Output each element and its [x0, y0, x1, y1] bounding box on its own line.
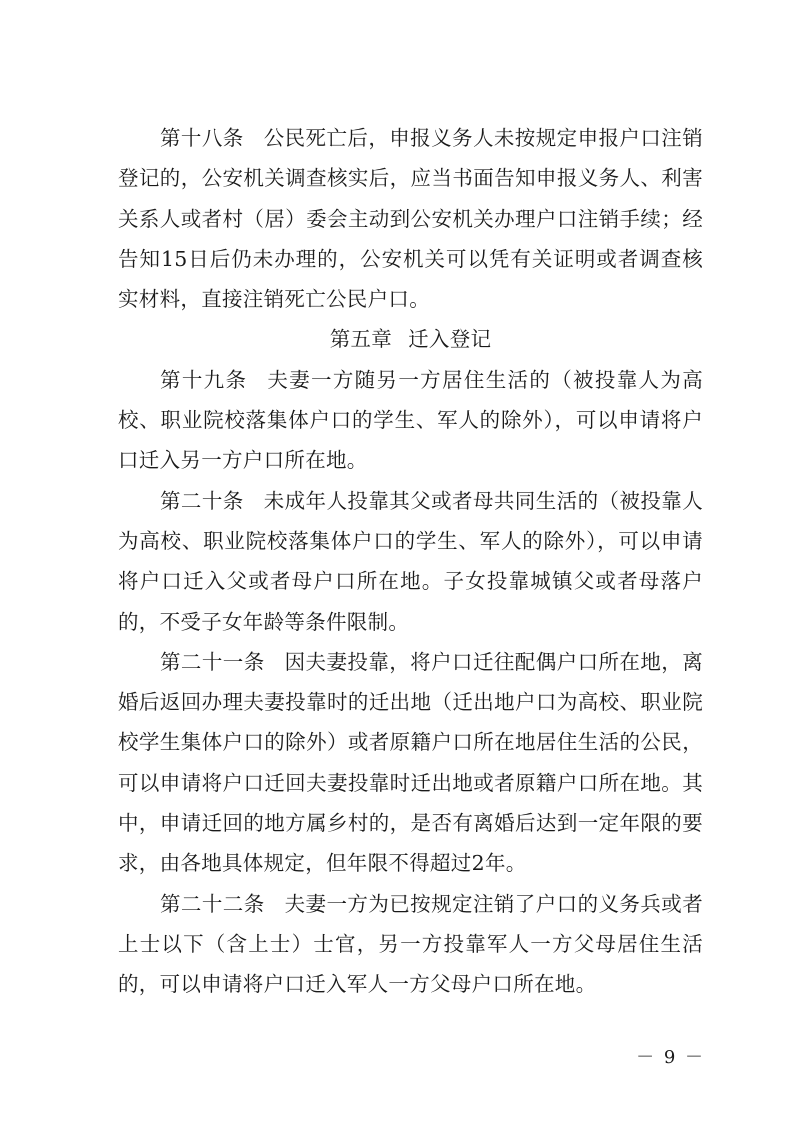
article-text: 因夫妻投靠，将户口迁往配偶户口所在地，离婚后返回办理夫妻投靠时的迁出地（迁出地户口为高校、职业院校学生集体户口的除外）或者原籍户口所在地居住生活的公民，可以申请将户口迁回夫妻投靠时迁出地或者原籍户口所在地。其中，申请迁回的地方属乡村的，是否有离婚后达到一定年限的要求，由各地具体规定，但年限不得超过2年。	[118, 649, 703, 876]
article-number: 第十八条	[160, 126, 244, 150]
document-body	[118, 118, 703, 1005]
chapter-heading	[118, 319, 703, 359]
article-text: 夫妻一方随另一方居住生活的（被投靠人为高校、职业院校落集体户口的学生、军人的除外），可以申请将户口迁入另一方户口所在地。	[118, 367, 704, 473]
article-18	[118, 118, 703, 319]
article-text: 公民死亡后，申报义务人未按规定申报户口注销登记的，公安机关调查核实后，应当书面告知申报义务人、利害关系人或者村（居）委会主动到公安机关办理户口注销手续；经告知15日后仍未办理的，公安机关可以凭有关证明或者调查核实材料，直接注销死亡公民户口。	[118, 126, 703, 312]
chapter-number: 第五章	[329, 327, 393, 352]
article-20	[118, 481, 703, 642]
article-21	[118, 642, 703, 884]
article-19	[118, 360, 703, 481]
article-22	[118, 884, 703, 1005]
article-number: 第二十一条	[160, 649, 265, 674]
article-number: 第二十条	[160, 488, 244, 513]
page-number: － 9 －	[636, 1047, 705, 1068]
article-text: 夫妻一方为已按规定注销了户口的义务兵或者上士以下（含上士）士官，另一方投靠军人一方父母居住生活的，可以申请将户口迁入军人一方父母户口所在地。	[118, 891, 703, 997]
chapter-title: 迁入登记	[408, 327, 492, 352]
article-text: 未成年人投靠其父或者母共同生活的（被投靠人为高校、职业院校落集体户口的学生、军人的除外），可以申请将户口迁入父或者母户口所在地。子女投靠城镇父或者母落户的，不受子女年龄等条件限制。	[118, 488, 703, 634]
article-number: 第十九条	[160, 367, 248, 392]
article-number: 第二十二条	[160, 891, 265, 916]
